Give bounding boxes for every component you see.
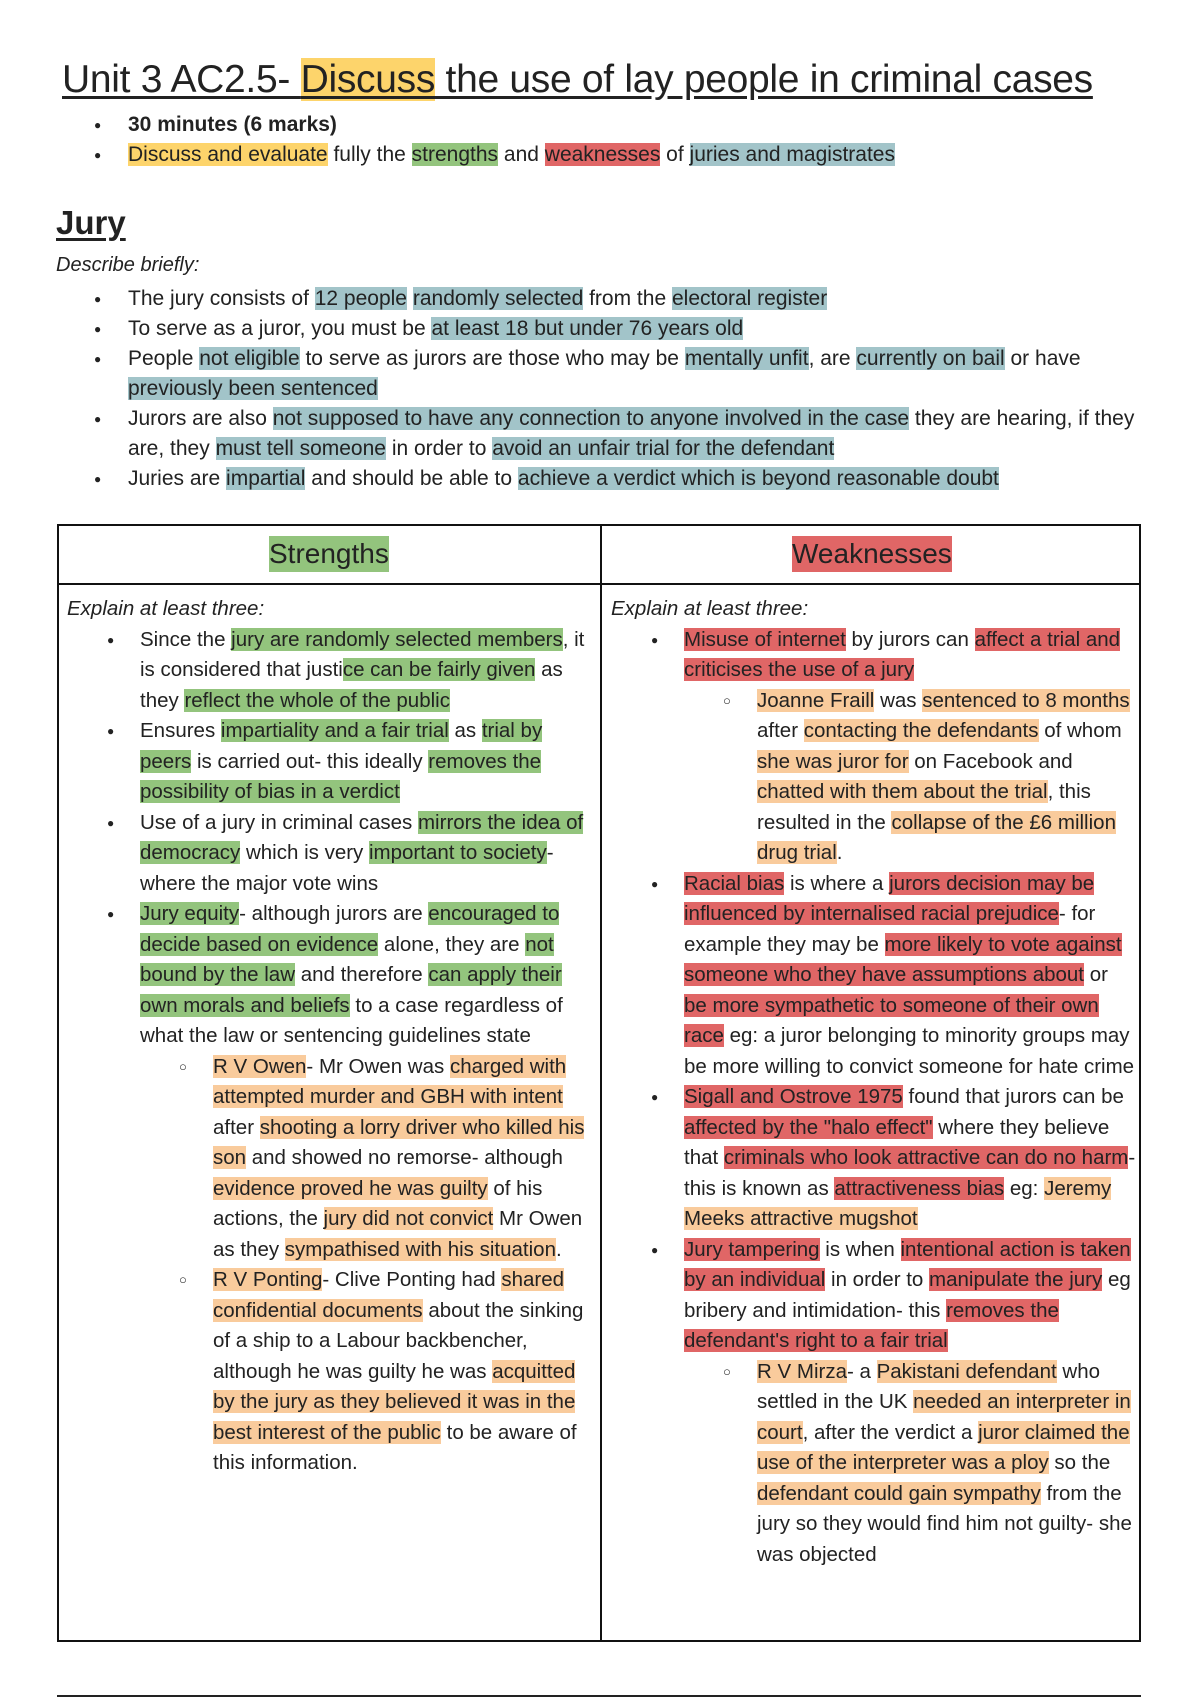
weaknesses-column	[611, 594, 1136, 1570]
list-item	[67, 716, 592, 808]
text-run: The jury consists of	[128, 287, 315, 310]
text-run: Use of a jury in criminal cases	[140, 810, 418, 834]
list-item	[90, 464, 1150, 494]
task-time: ● 30 minutes (6 marks)	[90, 110, 1140, 140]
title-highlight: Discuss	[300, 58, 436, 101]
list-item	[611, 1235, 1136, 1357]
text-run: avoid an unfair trial for the defendant	[492, 437, 835, 460]
weaknesses-heading: Weaknesses	[792, 536, 952, 572]
text-run: of whom	[1038, 719, 1122, 742]
text-run: found that jurors can be	[902, 1085, 1124, 1108]
text-run: previously been sentenced	[128, 377, 378, 400]
list-item	[67, 808, 592, 900]
table-divider	[600, 526, 602, 1640]
list-item	[611, 625, 1136, 686]
text-run: or	[1084, 963, 1108, 986]
text-run: Jury equity	[140, 902, 240, 925]
task-instruction: ● Discuss and evaluate fully the strengths and weaknesses of juries and magistrates	[90, 140, 1140, 170]
text-run: - Mr Owen was	[306, 1054, 450, 1078]
text-run: juror claimed the use of the interpreter was a ploy	[757, 1420, 1130, 1474]
list-item	[90, 344, 1150, 404]
text-run: - this is known as	[684, 1146, 1136, 1200]
text-run: jurors decision may be influenced by internalised racial prejudice	[684, 871, 1095, 925]
text-run: at least 18 but under 76 years old	[431, 317, 744, 340]
text-run: and showed no remorse- although	[246, 1146, 563, 1169]
text-run: eg:	[1004, 1176, 1045, 1200]
jury-heading: Jury	[56, 204, 126, 241]
text-run: not supposed to have any connection to anyone involved in the case	[272, 407, 910, 430]
text-run: in order to	[825, 1268, 930, 1291]
text-run: Sigall and Ostrove 1975	[684, 1085, 903, 1108]
text-run: 12 people	[314, 287, 407, 310]
text-run: to be aware of this information.	[213, 1420, 577, 1474]
text-run: trial by peers	[140, 719, 543, 773]
text-run: eg bribery and intimidation- this	[684, 1268, 1131, 1322]
text-run: jury did not convict	[323, 1207, 494, 1230]
text-run: charged with attempted murder and GBH with intent	[213, 1054, 567, 1108]
text-run: - although jurors are	[239, 902, 429, 925]
text-run: eg: a juror belonging to minority groups may be more willing to convict someone for hate crime	[684, 1024, 1135, 1078]
text-run: as	[448, 719, 482, 742]
text-run: is where a	[784, 871, 890, 895]
text-run: impartial	[226, 467, 306, 490]
text-run: evidence proved he was guilty	[213, 1176, 488, 1200]
text-run: Misuse of internet	[684, 627, 846, 651]
text-run: - where the major vote wins	[140, 841, 554, 895]
text-run: acquitted by the jury as they believed it was in the best interest of the public	[213, 1359, 576, 1444]
explain-label: Explain at least three:	[611, 597, 809, 620]
text-run: reflect the whole of the public	[184, 688, 450, 712]
list-item	[67, 1052, 592, 1266]
text-run: , it is considered that justi	[140, 627, 585, 681]
text-run: mirrors the idea of democracy	[140, 810, 584, 864]
text-run: was	[874, 688, 923, 712]
text-run: attractiveness bias	[834, 1176, 1005, 1200]
list-item	[611, 1357, 1136, 1571]
list-item	[611, 1082, 1136, 1235]
text-run: contacting the defendants	[803, 719, 1039, 742]
text-run: , are	[808, 347, 857, 370]
text-run: affect a trial and criticises the use of a jury	[684, 627, 1121, 681]
text-run: currently on bail	[856, 347, 1005, 370]
text-run: removes the defendant's right to a fair trial	[684, 1298, 1059, 1352]
text-run: in order to	[385, 437, 493, 460]
strengths-column	[67, 594, 592, 1479]
text-run: intentional action is taken by an individual	[684, 1237, 1131, 1291]
text-run: can apply their own morals and beliefs	[140, 963, 562, 1017]
text-run: impartiality and a fair trial	[220, 719, 449, 742]
text-run: .	[555, 1237, 562, 1261]
list-item	[67, 625, 592, 717]
text-run: - for example they may be	[684, 902, 1096, 956]
strengths-weaknesses-table	[57, 524, 1141, 1642]
text-run: where they believe that	[684, 1115, 1110, 1169]
strengths-heading: Strengths	[269, 536, 389, 572]
text-run: To serve as a juror, you must be	[128, 317, 432, 340]
text-run: of his actions, the	[213, 1176, 543, 1230]
text-run: affected by the "halo effect"	[684, 1115, 933, 1139]
list-item	[67, 899, 592, 1052]
list-item	[90, 314, 1150, 344]
text-run: electoral register	[671, 287, 828, 310]
text-run: to a case regardless of what the law or sentencing guidelines state	[140, 993, 563, 1047]
table-header-rule	[59, 583, 1139, 585]
text-run: not bound by the law	[140, 932, 554, 986]
page-bottom-rule	[57, 1695, 1141, 1697]
text-run: randomly selected	[412, 287, 584, 310]
text-run: Jury tampering	[684, 1237, 820, 1261]
text-run: who settled in the UK	[757, 1359, 1100, 1413]
text-run: mentally unfit	[684, 347, 809, 370]
text-run: needed an interpreter in court	[757, 1390, 1131, 1444]
text-run: or have	[1004, 347, 1081, 370]
text-run: , this resulted in the	[757, 780, 1091, 834]
jury-description-list	[90, 284, 1150, 494]
text-run: Pakistani defendant	[876, 1359, 1057, 1383]
text-run: criminals who look attractive can do no harm	[723, 1146, 1129, 1169]
text-run: , after the verdict a	[802, 1420, 979, 1444]
text-run: and should be able to	[305, 467, 518, 490]
text-run: - Clive Ponting had	[322, 1268, 502, 1291]
text-run: Mr Owen as they	[213, 1207, 583, 1261]
text-run: R V Owen	[213, 1054, 307, 1078]
text-run: to serve as jurors are those who may be	[299, 347, 685, 370]
text-run: Jeremy Meeks attractive mugshot	[684, 1176, 1112, 1230]
text-run: Joanne Fraill	[757, 688, 875, 712]
explain-label: Explain at least three:	[67, 597, 265, 620]
text-run: is when	[819, 1237, 901, 1261]
text-run: sympathised with his situation	[284, 1237, 556, 1261]
text-run: chatted with them about the trial	[757, 780, 1048, 803]
list-item	[611, 869, 1136, 1083]
text-run: they are hearing, if they are, they	[128, 407, 1135, 460]
text-run: ce can be fairly given	[342, 658, 536, 681]
text-run: as they	[140, 658, 563, 712]
text-run: is carried out- this ideally	[191, 749, 429, 773]
text-run: encouraged to decide based on evidence	[140, 902, 560, 956]
text-run: R V Ponting	[213, 1268, 323, 1291]
text-run: alone, they are	[378, 932, 526, 956]
text-run: which is very	[240, 841, 369, 864]
text-run	[407, 287, 413, 310]
text-run: shared confidential documents	[213, 1268, 564, 1322]
text-run: must tell someone	[215, 437, 386, 460]
text-run: manipulate the jury	[929, 1268, 1103, 1291]
text-run: Juries are	[128, 467, 227, 490]
text-run: by jurors can	[845, 627, 975, 651]
page-title	[62, 58, 1093, 102]
list-item	[90, 404, 1150, 464]
text-run: - a	[846, 1359, 877, 1383]
list-item	[67, 1265, 592, 1479]
text-run: Ensures	[140, 719, 221, 742]
text-run: from the	[583, 287, 672, 310]
text-run: and therefore	[295, 963, 429, 986]
text-run: .	[836, 841, 843, 864]
text-run: about the sinking of a ship to a Labour backbencher, although he was guilty he was	[213, 1298, 584, 1383]
describe-label: Describe briefly:	[56, 254, 200, 276]
text-run: on Facebook and	[908, 749, 1073, 773]
text-run: R V Mirza	[757, 1359, 847, 1383]
list-item	[611, 686, 1136, 869]
text-run: collapse of the £6 million drug trial	[757, 810, 1116, 864]
text-run: People	[128, 347, 200, 370]
text-run: Racial bias	[684, 871, 785, 895]
text-run: so the	[1048, 1451, 1111, 1474]
text-run: after	[757, 719, 804, 742]
text-run: not eligible	[199, 347, 300, 370]
text-run: jury are randomly selected members	[231, 627, 563, 651]
text-run: Jurors are also	[128, 407, 273, 430]
text-run: from the jury so they would find him not guilty- she was objected	[757, 1481, 1132, 1566]
text-run: Since the	[140, 627, 232, 651]
text-run: defendant could gain sympathy	[757, 1481, 1041, 1505]
text-run: shooting a lorry driver who killed his son	[213, 1115, 585, 1169]
text-run: be more sympathetic to someone of their own race	[684, 993, 1099, 1047]
text-run: sentenced to 8 months	[922, 688, 1130, 712]
task-list	[90, 110, 1140, 170]
list-item	[90, 284, 1150, 314]
text-run: removes the possibility of bias in a verdict	[140, 749, 542, 803]
text-run: more likely to vote against someone who they have assumptions about	[684, 932, 1122, 986]
text-run: she was juror for	[757, 749, 909, 773]
title-suffix: the use of lay people in criminal cases	[435, 58, 1093, 101]
text-run: important to society	[369, 841, 547, 864]
text-run: after	[213, 1115, 260, 1139]
text-run: achieve a verdict which is beyond reasonable doubt	[517, 467, 999, 490]
title-prefix: Unit 3 AC2.5-	[62, 58, 301, 101]
